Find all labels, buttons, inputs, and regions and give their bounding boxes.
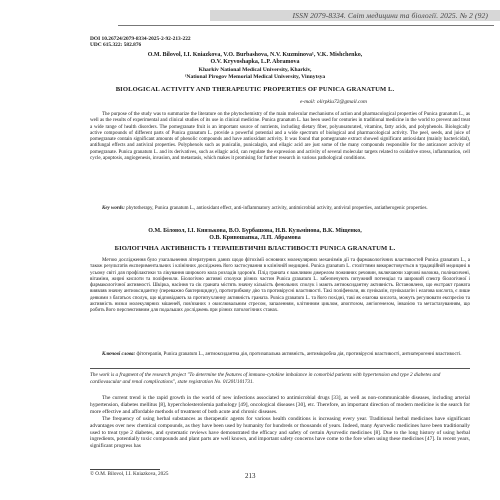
keywords-en-text: phytotherapy, Punica granatum L., antioxidant effect, anti-inflammatory activity, antimicrobial activity, antiviral properties, antiatherogenic properties. [126,206,428,211]
affiliation-en-1: Kharkiv National Medical University, Kharkiv, [198,67,312,73]
study-funding-note: The work is a fragment of the research project "To determine the features of immuno-cytokine imbalance in comorbid patients with hypertension and type 2 diabetes and cardiovascular and renal complications", state registration No. 0120U101731. [90,372,441,385]
abstract-en [90,112,470,162]
section-divider [90,368,470,369]
article-body [90,395,470,450]
keywords-uk [90,352,470,358]
abstract-uk [90,258,470,315]
footnote-rule [90,469,160,470]
page-number: 213 [245,472,256,480]
udc: UDC 615.322: 582.876 [90,42,142,48]
authors-uk: О.М. Біловол, І.І. Князькова, В.О. Бурбашова, Н.В. Кузьмінова, В.К. Міщенко, [148,228,362,234]
article-title-en: BIOLOGICAL ACTIVITY AND THERAPEUTIC PROPERTIES OF PUNICA GRANATUM L. [115,86,395,93]
running-header [0,5,500,29]
header-rule [118,25,494,26]
author-email[interactable]: e-mail: olirpkiu72@gmail.com [300,99,367,105]
abstract-en-text: The purpose of the study was to summarize the literature on the phytochemistry of the main molecular mechanisms of action and pharmacological properties of Punica granatum L., as well as the results of experimental and clinical studies of its use in clinical medicine. Punica granatum L. has been used for centuries in traditional medicine in the world to prevent and treat a wide range of health disorders. The pomegranate fruit is an important source of nutrients, including dietary fiber, polyunsaturated, vitamins, fatty acids, and polyphenols. Biologically active compounds of different parts of Punica granatum L. provide a powerful potential and a wide spectrum of biological and pharmacological activity. The peel, seeds, and juice of pomegranate contain significant amounts of phenolic compounds and have antioxidant activity. It was found that pomegranate extract showed significant antioxidant (mainly bactericidal), antifungal effects and antiviral properties. Polyphenols such as punicalin, punicalagin, and ellagic acid are just some of the many compounds responsible for the anticancer activity of pomegranate. Punica granatum L. and its derivatives, such as ellagic acid, can regulate the expression and activity of several molecular targets related to oxidative stress, inflammation, cell cycle, apoptosis, angiogenesis, invasion, and metastasis, which makes it promising for further research in various pathological conditions. [90,112,470,162]
keywords-en [90,206,470,212]
authors-uk-line2: О.В. Кривошапка, Л.П. Абрамова [209,235,301,241]
affiliation-en-2: ¹National Pirogov Memorial Medical University, Vinnytsya [184,74,326,80]
doi[interactable]: DOI 10.26724/2079-8334-2025-2-92-213-222 [90,36,191,42]
keywords-uk-text: фітотерапія, Punica granatum L., антиоксидантна дія, протизапальна активність, антимікробна дія, противірусні властивості, антиатерогенні властивості. [136,352,462,357]
authors-en: O.M. Bilovol, I.I. Kniazkova, V.O. Burbashova, N.V. Kuzminova¹, V.K. Mishchenko, [147,52,363,58]
authors-en-line2: O.V. Kryvoshapka, L.P. Abramova [210,59,300,65]
article-title-uk: БІОЛОГІЧНА АКТИВНІСТЬ І ТЕРАПЕВТИЧНІ ВЛАСТИВОСТІ PUNICA GRANATUM L. [114,245,396,252]
keywords-uk-label: Ключові слова: [102,352,136,357]
body-paragraph-1: The current trend is the rapid growth in the world of new infections associated to antimicrobial drugs [33], as well as non-communicable diseases, including arterial hypertension, diabetes mellitus [8], hypercholesterolemia pathology [49], oncological diseases [30], etc. Therefore, an important direction of modern medicine is the search for more effective and affordable methods of treatment of both acute and chronic diseases. [90,395,470,415]
keywords-en-label: Key words: [102,206,125,211]
body-paragraph-2: The frequency of using herbal substances as therapeutic agents for various health conditions is increasing every year. Traditional herbal medicines have significant advantages over new chemical compounds, as they have been used by humanity for hundreds or thousands of years. Indeed, many Ayurvedic medicines have been traditionally used to treat type 2 diabetes, and systematic reviews have demonstrated the efficacy and safety of certain Ayurvedic medicines [8]. Due to the long history of using herbal ingredients, potentially toxic compounds and plant parts are well known, and important safety concerns have come to the fore when using these medicines [47]. In recent years, significant progress has [90,415,470,450]
abstract-uk-text: Метою дослідження було узагальнення літературних даних щодо фітохімії основних молекулярних механізмів дії та фармакологічних властивостей Punica granatum L., а також результатів експериментальних і клінічних досліджень його застосування в клінічній медицині. Punica granatum L. століттями використовується в традиційній медицині в усьому світі для профілактики та лікування широкого кола розладів здоров'я. Плід граната є важливим джерелом поживних речовин, включаючи харчові волокна, полінасичені, вітаміни, жирні кислоти та поліфеноли. Біологічно активні сполуки різних частин Punica granatum L. забезпечують потужний потенціал та широкий спектр біологічної і фармакологічної активності. Шкірка, насіння та сік граната містять значну кількість фенольних сполук і мають антиоксидантну активність. Встановлено, що екстракт граната виявляв значну антиоксидантну (переважно бактерицидну), протигрибкову дію та противірусні властивості. Такі поліфеноли, як пунікалін, пунікалагін і елагова кислота, є лише деякими з багатьох сполук, що відповідають за протипухлинну активність граната. Punica granatum L. та його похідні, такі як елагова кислота, можуть регулювати експресію та активність низки молекулярних мішеней, пов'язаних з окислювальним стресом, запаленням, клітинним циклом, апоптозом, ангіогенезом, інвазією та метастазуванням, що робить його перспективним для подальших досліджень при різних патологічних станах. [90,258,470,314]
copyright-notice: © O.M. Bilovol, I.I. Kniazkova, 2025 [90,471,169,477]
journal-running-title: ISSN 2079-8334. Світ медицини та біології. 2025. № 2 (92) [292,11,488,20]
